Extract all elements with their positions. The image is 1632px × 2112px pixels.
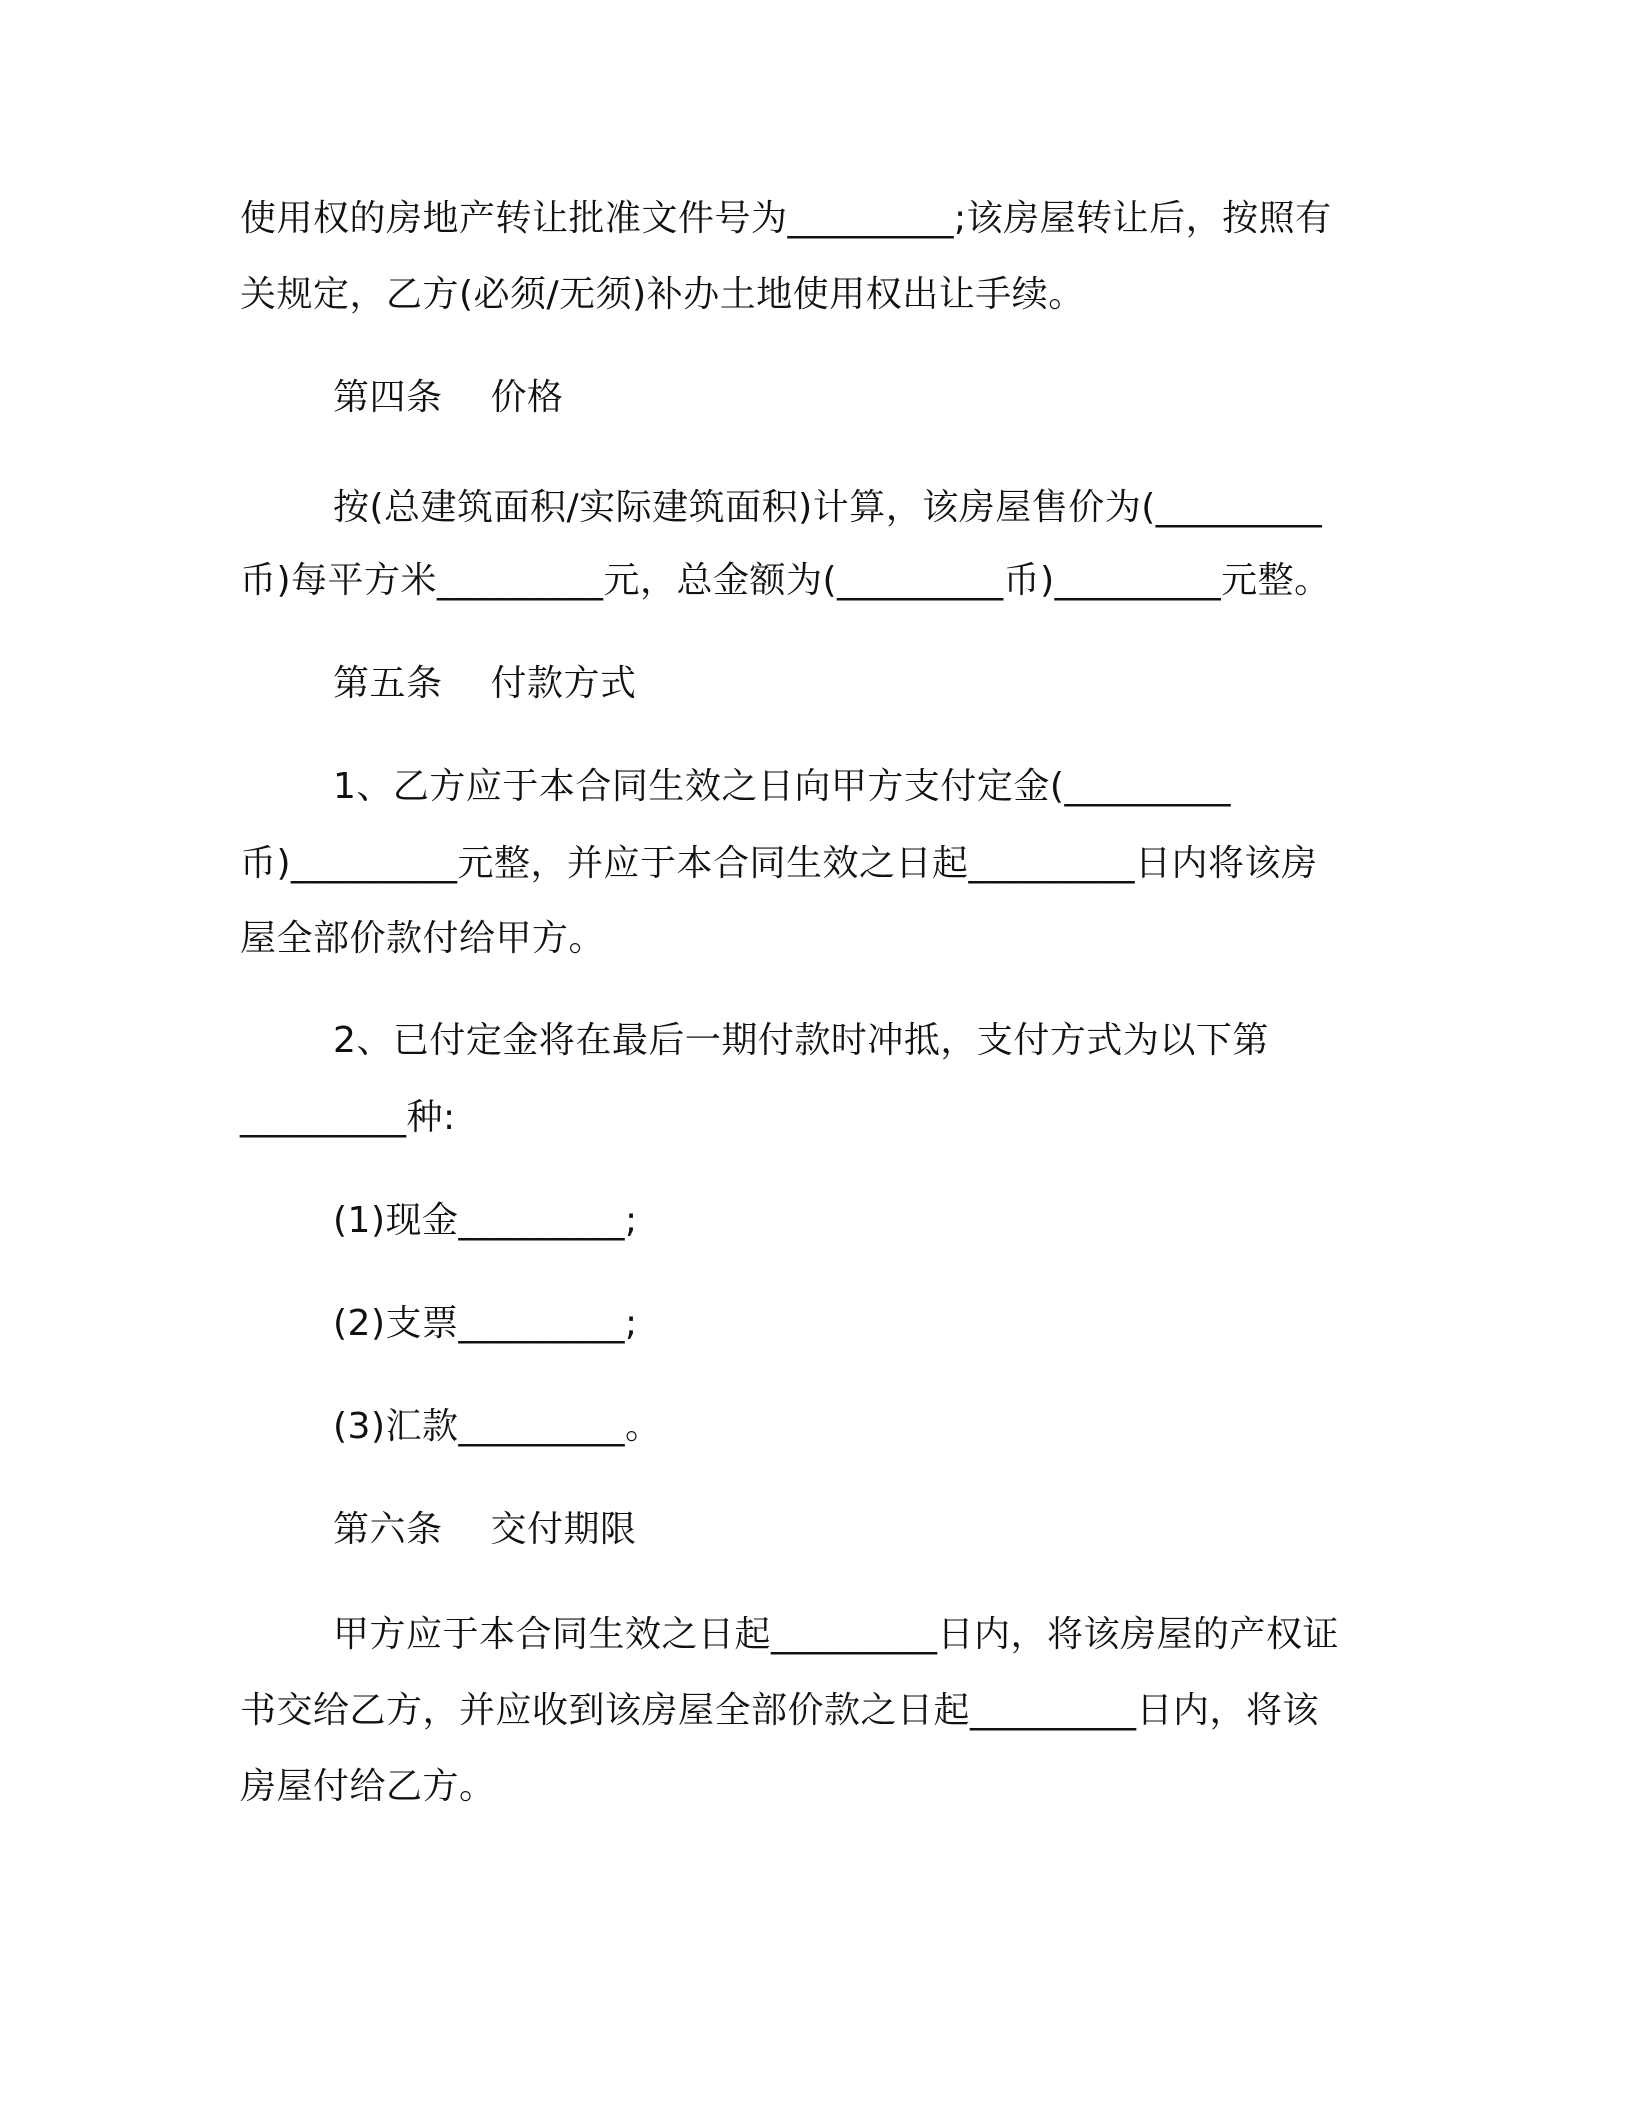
section-heading-article-6 [333,1508,637,1552]
paragraph-line: 屋全部价款付给甲方。 [240,918,606,959]
paragraph-line: 币)每平方米_________元，总金额为(_________币)_________元整。 [240,560,1331,601]
paragraph-line: 按(总建筑面积/实际建筑面积)计算，该房屋售价为(_________ [333,487,1323,528]
paragraph-line: 甲方应于本合同生效之日起_________日内，将该房屋的产权证 [333,1614,1340,1655]
paragraph-line: 书交给乙方，并应收到该房屋全部价款之日起_________日内，将该 [240,1690,1320,1731]
article-title: 付款方式 [490,663,637,704]
article-title: 交付期限 [490,1509,637,1550]
paragraph-line: 使用权的房地产转让批准文件号为_________;该房屋转让后，按照有 [240,198,1332,239]
list-item-cash: (1)现金_________; [333,1200,638,1241]
paragraph-line: 币)_________元整，并应于本合同生效之日起_________日内将该房 [240,843,1318,884]
paragraph-line: 房屋付给乙方。 [240,1766,496,1807]
list-item-remittance: (3)汇款_________。 [333,1406,662,1447]
paragraph-line: 关规定，乙方(必须/无须)补办土地使用权出让手续。 [240,274,1085,315]
article-number: 第五条 [333,663,443,704]
section-heading-article-4 [333,376,564,420]
paragraph-line: 1、乙方应于本合同生效之日向甲方支付定金(_________ [333,766,1231,807]
article-number: 第六条 [333,1509,443,1550]
paragraph-line: 2、已付定金将在最后一期付款时冲抵，支付方式为以下第 [333,1020,1269,1061]
section-heading-article-5 [333,662,637,706]
article-title: 价格 [490,377,564,418]
paragraph-line: _________种: [240,1097,456,1138]
article-number: 第四条 [333,377,443,418]
list-item-check: (2)支票_________; [333,1303,638,1344]
